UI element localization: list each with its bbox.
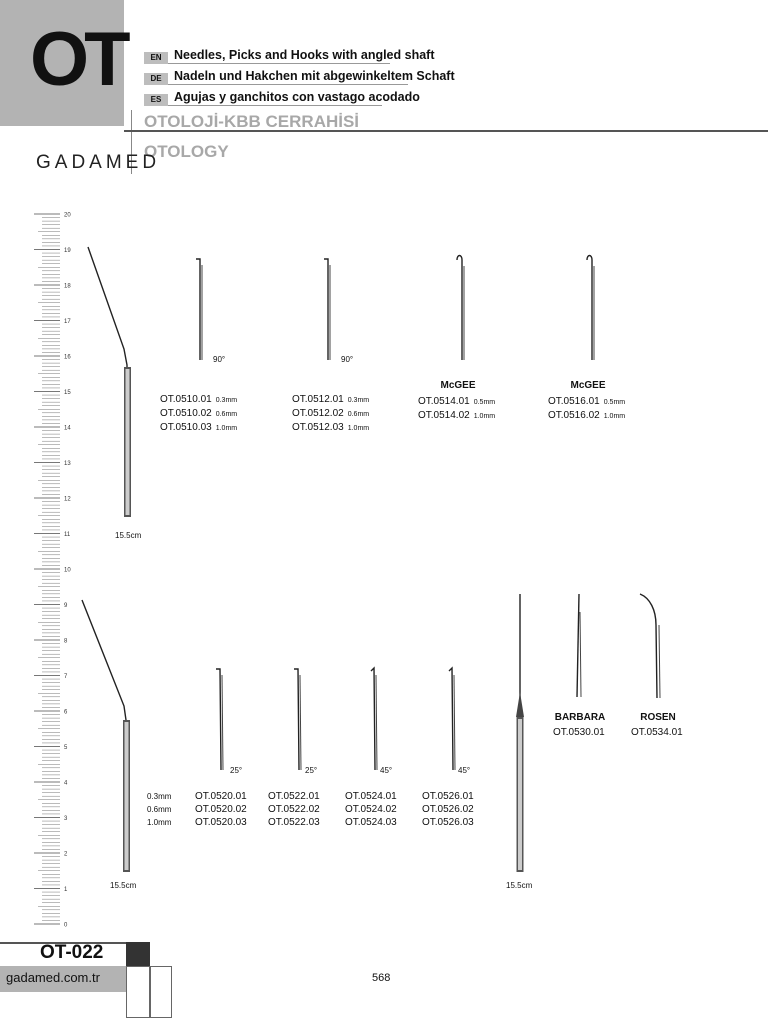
product-group-0514 [418, 395, 495, 423]
subtitle-english: OTOLOGY [144, 142, 229, 161]
product-code: OT.0526.01 [422, 791, 474, 802]
size-value: 0.3mm [147, 792, 172, 801]
ruler-label: 17 [64, 319, 71, 325]
instrument-full-view-straight [512, 592, 528, 877]
ruler-label: 5 [64, 745, 68, 751]
lang-badge-de: DE [144, 73, 168, 85]
product-code: OT.0512.03 1.0mm [292, 422, 370, 433]
product-code: OT.0530.01 [553, 727, 605, 738]
product-code: OT.0510.01 0.3mm [160, 394, 238, 405]
ruler-label: 20 [64, 212, 71, 219]
ruler-label: 9 [64, 603, 68, 609]
page-number: 568 [372, 972, 391, 984]
product-code: OT.0520.01 [195, 791, 247, 802]
title-de: Nadeln und Hakchen mit abgewinkeltem Schaft [174, 69, 455, 83]
instrument-name: McGEE [570, 380, 606, 391]
product-code: OT.0526.03 [422, 817, 474, 828]
instrument-name-rosen: ROSEN [640, 712, 676, 723]
angle-label: 45° [458, 766, 471, 775]
tip-barbara [570, 592, 590, 702]
product-code: OT.0514.01 0.5mm [418, 396, 496, 407]
product-code: OT.0510.02 0.6mm [160, 408, 238, 419]
product-code: OT.0524.03 [345, 817, 397, 828]
product-code: OT.0520.02 [195, 804, 247, 815]
lang-badge-en: EN [144, 52, 168, 64]
instrument-name-barbara: BARBARA [554, 712, 606, 723]
product-code: OT.0524.02 [345, 804, 397, 815]
product-code: OT.0510.03 1.0mm [160, 422, 238, 433]
angle-label: 90° [341, 355, 354, 364]
tip-45-a [366, 665, 386, 775]
tip-45-b [444, 665, 464, 775]
ruler-label: 16 [64, 354, 71, 361]
section-code: OT [30, 17, 126, 102]
product-code: OT.0514.02 1.0mm [418, 410, 496, 421]
product-group-0526 [422, 790, 474, 829]
ruler [34, 210, 74, 930]
instrument-full-view-1 [80, 245, 140, 525]
size-list [147, 790, 171, 829]
product-code: OT.0516.01 0.5mm [548, 396, 626, 407]
ruler-label: 11 [64, 532, 71, 538]
product-group-0510 [160, 393, 237, 435]
ruler-label: 14 [64, 425, 71, 432]
product-group-0516 [548, 395, 625, 423]
tip-90-b [318, 255, 338, 365]
angle-label: 25° [305, 766, 318, 775]
lang-badge-es: ES [144, 94, 168, 106]
product-code: OT.0522.01 [268, 791, 320, 802]
size-value: 1.0mm [147, 818, 172, 827]
tip-25-a [212, 665, 232, 775]
website[interactable]: gadamed.com.tr [6, 970, 100, 985]
ruler-label: 15 [64, 390, 71, 396]
ruler-label: 19 [64, 248, 71, 254]
ruler-label: 3 [64, 816, 68, 822]
angle-label: 90° [213, 355, 226, 364]
product-code: OT.0516.02 1.0mm [548, 410, 626, 421]
tip-90-a [190, 255, 210, 365]
ruler-label: 4 [64, 780, 68, 787]
ruler-label: 7 [64, 674, 68, 680]
ruler-label: 1 [64, 887, 68, 893]
product-group-0522 [268, 790, 320, 829]
tip-rosen [636, 590, 666, 702]
instrument-full-view-2 [76, 598, 136, 878]
title-es: Agujas y ganchitos con vastago acodado [174, 90, 420, 104]
size-value: 0.6mm [147, 805, 172, 814]
product-code: OT.0512.01 0.3mm [292, 394, 370, 405]
length-label: 15.5cm [110, 881, 137, 890]
product-code: OT.0522.03 [268, 817, 320, 828]
angle-label: 25° [230, 766, 243, 775]
tip-mcgee-b [582, 252, 602, 364]
product-code: OT.0520.03 [195, 817, 247, 828]
ruler-label: 18 [64, 283, 71, 290]
product-code: OT.0526.02 [422, 804, 474, 815]
product-code: OT.0534.01 [631, 727, 683, 738]
ruler-label: 2 [64, 851, 68, 858]
length-label: 15.5cm [115, 531, 142, 540]
length-label: 15.5cm [506, 881, 533, 890]
subtitle-turkish: OTOLOJİ-KBB CERRAHİSİ [144, 112, 360, 131]
ruler-label: 10 [64, 567, 71, 574]
product-group-0524 [345, 790, 397, 829]
product-code: OT.0522.02 [268, 804, 320, 815]
product-group-0520 [195, 790, 247, 829]
instrument-name: McGEE [440, 380, 476, 391]
ruler-label: 13 [64, 461, 71, 467]
ruler-label: 0 [64, 922, 68, 929]
ruler-label: 12 [64, 496, 71, 503]
angle-label: 45° [380, 766, 393, 775]
ruler-label: 6 [64, 709, 68, 716]
product-code: OT.0524.01 [345, 791, 397, 802]
tip-mcgee-a [452, 252, 472, 364]
page-code: OT-022 [40, 942, 104, 963]
brand-logo: GADAMED [36, 152, 161, 173]
title-en: Needles, Picks and Hooks with angled shaft [174, 48, 435, 62]
product-group-0512 [292, 393, 369, 435]
product-code: OT.0512.02 0.6mm [292, 408, 370, 419]
ruler-label: 8 [64, 638, 68, 645]
tip-25-b [290, 665, 310, 775]
